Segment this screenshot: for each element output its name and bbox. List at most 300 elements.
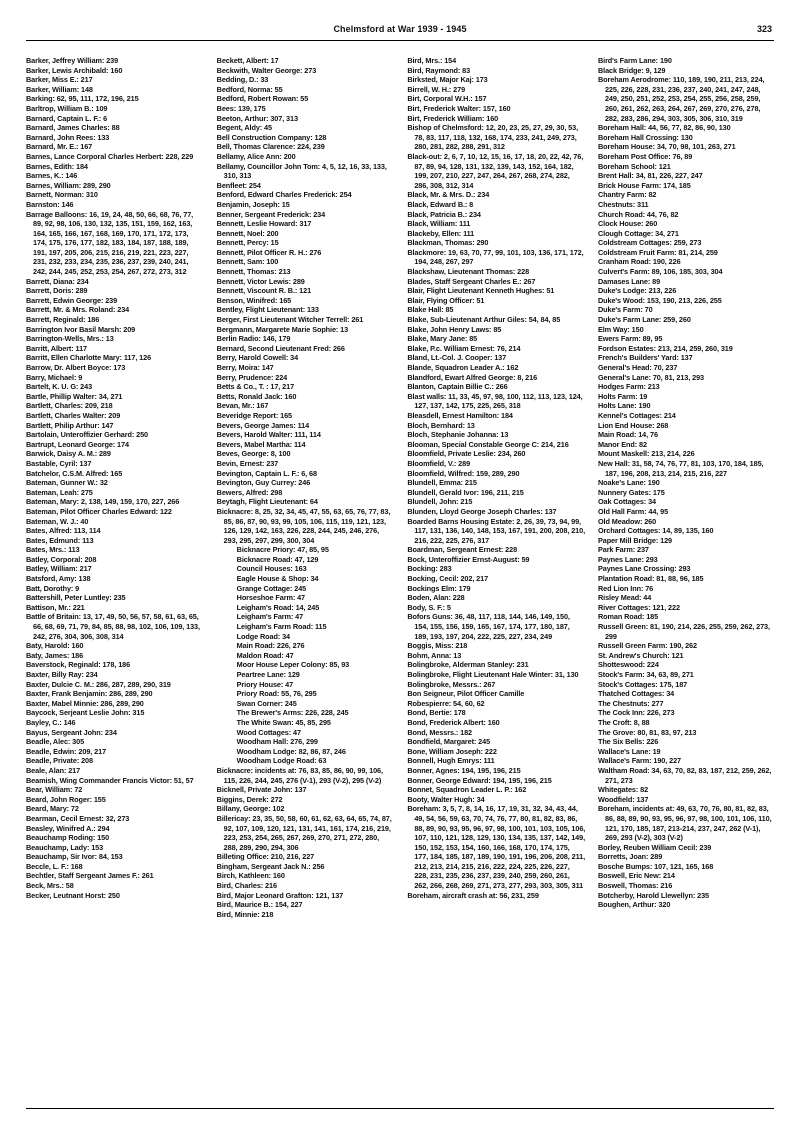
index-entry: Barnes, William: 289, 290 — [26, 180, 111, 190]
index-entry: Black, Edward B.: 8 — [407, 199, 474, 209]
index-subentry: Moor House Leper Colony: 85, 93 — [236, 660, 350, 670]
index-entry: Barnes, Edith: 184 — [26, 161, 88, 171]
index-entry: Robespierre: 54, 60, 62 — [407, 698, 485, 708]
index-entry: Damases Lane: 89 — [597, 276, 661, 286]
index-entry: Bloomfield, Wilfred: 159, 289, 290 — [407, 468, 520, 478]
index-entry: Bateman, Gunner W.: 32 — [26, 478, 108, 488]
index-entry: Bartlett, Charles Walter: 209 — [26, 410, 121, 420]
index-entry: Bevers, Mabel Martha: 114 — [216, 439, 306, 449]
index-entry: Bastable, Cyril: 137 — [26, 458, 92, 468]
index-entry: Bedding, D.: 33 — [216, 75, 269, 85]
header-rule — [26, 40, 774, 41]
index-entry: The Cock Inn: 226, 273 — [597, 708, 675, 718]
index-entry: Barnard, John Rees: 133 — [26, 132, 110, 142]
index-entry: Bates, Edmund: 113 — [26, 535, 94, 545]
index-entry: Baxter, Mabel Minnie: 286, 289, 290 — [26, 698, 144, 708]
index-entry: Barrett, Doris: 289 — [26, 286, 88, 296]
index-entry: Bland, Lt.-Col. J. Cooper: 137 — [407, 353, 507, 363]
index-entry: Chantry Farm: 82 — [597, 190, 657, 200]
index-entry: Boreham, aircraft crash at: 56, 231, 259 — [407, 890, 539, 900]
index-entry: Beauchamp, Lady: 153 — [26, 842, 104, 852]
index-entry: Barker, William: 148 — [26, 84, 93, 94]
index-entry: Boden, Alan: 228 — [407, 593, 465, 603]
index-entry: Battershill, Peter Luntley: 235 — [26, 593, 126, 603]
index-entry: St. Andrew's Church: 121 — [597, 650, 684, 660]
index-entry: Bennett, Leslie Howard: 317 — [216, 219, 312, 229]
index-entry: Bellamy, Councillor John Tom: 4, 5, 12, 16, 33, 133, 310, 313 — [216, 161, 387, 181]
index-entry: Bartrupt, Leonard George: 174 — [26, 439, 129, 449]
index-entry: Bennett, Noel: 200 — [216, 228, 279, 238]
index-subentry: Woodham Hall: 276, 299 — [236, 737, 318, 747]
index-entry: Elm Way: 150 — [597, 324, 644, 334]
index-entry: Blair, Flight Lieutenant Kenneth Hughes: 51 — [407, 286, 555, 296]
index-entry: Bofors Guns: 36, 48, 117, 118, 144, 146, 149, 150, 154, 155, 156, 159, 165, 167, 174, 177, 180, 187, 189, 193, 197, 204, 222, 225, 227, 234, 249 — [407, 612, 570, 641]
index-entry: Beale, Alan: 217 — [26, 765, 81, 775]
index-entry: Bartelt, K. U. G: 243 — [26, 382, 93, 392]
index-entry: Bolingbroke, Alderman Stanley: 231 — [407, 660, 529, 670]
index-entry: Bolingbroke, Messrs.: 267 — [407, 679, 496, 689]
index-subentry: Leigham's Farm: 47 — [236, 612, 304, 622]
index-entry: Bock, Unteroffizier Ernst-August: 59 — [407, 554, 530, 564]
index-entry: Berlin Radio: 146, 179 — [216, 334, 291, 344]
index-entry: Bateman, Mary: 2, 138, 149, 159, 170, 227, 266 — [26, 497, 180, 507]
index-entry: River Cottages: 121, 222 — [597, 602, 680, 612]
index-entry: Bird, Mrs.: 154 — [407, 56, 457, 65]
index-entry: Baxter, Billy Ray: 234 — [26, 670, 98, 679]
index-entry: Blake Hall: 85 — [407, 305, 454, 315]
index-entry: Batt, Dorothy: 9 — [26, 583, 80, 593]
index-entry: Bartlett, Philip Arthur: 147 — [26, 420, 114, 430]
index-entry: Old Meadow: 260 — [597, 516, 657, 526]
index-entry: Ewers Farm: 89, 95 — [597, 334, 663, 344]
index-entry: Becker, Leutnant Horst: 250 — [26, 890, 120, 900]
index-entry: Benfleet: 254 — [216, 180, 261, 190]
index-entry: Black, William: 111 — [407, 219, 471, 229]
index-entry: Waltham Road: 34, 63, 70, 82, 83, 187, 212, 259, 262, 271, 273 — [597, 765, 772, 785]
index-entry: Blackman, Thomas: 290 — [407, 238, 489, 248]
index-entry: Bayus, Sergeant John: 234 — [26, 727, 117, 737]
index-entry: Oak Cottages: 34 — [597, 497, 656, 507]
index-entry: Boreham Aerodrome: 110, 189, 190, 211, 213, 224, 225, 226, 228, 231, 236, 237, 240, 241, 247, 248, 249, 250, 251, 252, 253, 254, 255, 256, 258, 259, 260, 261, 262, 263, 264, 267, 269, 270, 276, 278, 282, 283, 286, 294, 303, 305, 306, 310, 319 — [597, 75, 765, 123]
index-entry: Mount Maskell: 213, 214, 226 — [597, 449, 695, 459]
index-subentry: Leigham's Road: 14, 245 — [236, 602, 320, 612]
index-entry: Bergmann, Margarete Marie Sophie: 13 — [216, 324, 349, 334]
index-entry: Coldstream Cottages: 259, 273 — [597, 238, 702, 248]
index-entry: Bohm, Anna: 13 — [407, 650, 462, 660]
index-entry: Boreham Hall Crossing: 130 — [597, 132, 693, 142]
index-entry: Bishop of Chelmsford: 12, 20, 23, 25, 27, 29, 30, 53, 78, 83, 117, 118, 132, 168, 174, 233, 241, 249, 273, 280, 281, 282, 288, 291, 312 — [407, 123, 579, 152]
index-entry: Barnes, K.: 146 — [26, 171, 78, 181]
index-column-3 — [407, 56, 585, 1106]
index-entry: Paper Mill Bridge: 129 — [597, 535, 673, 545]
index-entry: Chestnuts: 311 — [597, 199, 649, 209]
index-entry: Bird's Farm Lane: 190 — [597, 56, 672, 65]
index-entry: Kennel's Cottages: 214 — [597, 410, 676, 420]
index-entry: Birt, Frederick Walter: 157, 160 — [407, 103, 511, 113]
index-subentry: Priory Road: 55, 76, 295 — [236, 689, 317, 699]
index-subentry: Leigham's Farm Road: 115 — [236, 622, 327, 632]
index-entry: Baty, Harold: 160 — [26, 641, 84, 651]
index-columns — [26, 56, 776, 1106]
index-entry: Shotteswood: 224 — [597, 660, 659, 670]
index-entry: Bleasdell, Ernest Hamilton: 184 — [407, 410, 513, 420]
index-entry: Betts & Co., T. : 17, 217 — [216, 382, 295, 392]
index-entry: Thatched Cottages: 34 — [597, 689, 675, 699]
index-entry: Bonnell, Hugh Emrys: 111 — [407, 756, 495, 766]
index-entry: Duke's Lodge: 213, 226 — [597, 286, 677, 296]
index-entry: Bedford, Robert Rowan: 55 — [216, 94, 309, 104]
index-entry: Blake, John Henry Laws: 85 — [407, 324, 502, 334]
index-entry: Barnes, Lance Corporal Charles Herbert: 228, 229 — [26, 151, 194, 161]
index-entry: Black, Mr. & Mrs. D.: 234 — [407, 190, 490, 200]
index-subentry: Peartree Lane: 129 — [236, 670, 300, 679]
index-entry: Birksted, Major Kaj: 173 — [407, 75, 488, 85]
index-entry: Barnard, Mr. E.: 167 — [26, 142, 93, 152]
index-entry: Blackshaw, Lieutenant Thomas: 228 — [407, 267, 530, 277]
index-entry: Wallace's Lane: 19 — [597, 746, 661, 756]
index-entry: Battle of Britain: 13, 17, 49, 50, 56, 57, 58, 61, 63, 65, 66, 68, 69, 71, 79, 84, 85, 88, 98, 102, 106, 109, 133, 242, 276, 304, 306, 308, 314 — [26, 612, 200, 641]
index-entry: Bicknacre: incidents at: 76, 83, 85, 86, 90, 99, 106, 115, 226, 244, 245, 276 (V-1), 293 (V-2), 295 (V-2) — [216, 765, 383, 785]
index-entry: Bates, Mrs.: 113 — [26, 545, 80, 555]
index-entry: Black, Patricia B.: 234 — [407, 209, 481, 219]
index-entry: Barker, Jeffrey William: 239 — [26, 56, 119, 65]
index-entry: Old Hall Farm: 44, 95 — [597, 506, 669, 516]
index-entry: Barrett, Edwin George: 239 — [26, 295, 118, 305]
index-entry: Bateman, Pilot Officer Charles Edward: 122 — [26, 506, 172, 516]
index-entry: Bennett, Thomas: 213 — [216, 267, 291, 277]
index-entry: Boreham House: 34, 70, 98, 101, 263, 271 — [597, 142, 736, 152]
index-entry: Bateman, Leah: 275 — [26, 487, 93, 497]
index-entry: Bird, Maurice B.: 154, 227 — [216, 900, 303, 910]
index-entry: Bennett, Victor Lewis: 289 — [216, 276, 305, 286]
index-entry: Blake, Sub-Lieutenant Arthur Giles: 54, 84, 85 — [407, 315, 561, 325]
index-entry: Blades, Staff Sergeant Charles E.: 267 — [407, 276, 536, 286]
index-entry: Bondfield, Margaret: 245 — [407, 737, 491, 747]
index-entry: Culvert's Farm: 89, 106, 185, 303, 304 — [597, 267, 723, 277]
index-entry: Billany, George: 102 — [216, 804, 285, 814]
index-entry: Bennett, Percy: 15 — [216, 238, 279, 248]
index-entry: Plantation Road: 81, 88, 96, 185 — [597, 574, 704, 584]
index-entry: Barrage Balloons: 16, 19, 24, 48, 50, 66, 68, 76, 77, 89, 92, 98, 106, 130, 132, 135, 151, 159, 162, 163, 164, 165, 166, 167, 168, 169, 170, 171, 172, 173, 174, 175, 176, 177, 182, 183, 184, 187, 188, 189, 191, 197, 205, 206, 215, 216, 219, 221, 223, 227, 231, 232, 233, 234, 235, 236, 237, 239, 240, 241, 242, 244, 245, 252, 253, 254, 267, 272, 273, 312 — [26, 209, 194, 277]
index-entry: Red Lion Inn: 76 — [597, 583, 654, 593]
index-entry: Booty, Walter Hugh: 34 — [407, 794, 485, 804]
index-entry: Cranham Road: 190, 226 — [597, 257, 681, 267]
index-entry: Beck, Mrs.: 58 — [26, 881, 74, 891]
index-entry: Bone, William Joseph: 222 — [407, 746, 497, 756]
index-entry: Barrett, Reginald: 186 — [26, 315, 100, 325]
index-entry: Blair, Flying Officer: 51 — [407, 295, 485, 305]
index-entry: Bird, Major Leonard Grafton: 121, 137 — [216, 890, 344, 900]
index-entry: Bockings Elm: 179 — [407, 583, 471, 593]
index-entry: Barnard, Captain L. F.: 6 — [26, 113, 108, 123]
index-entry: Barritt, Ellen Charlotte Mary: 117, 126 — [26, 353, 152, 363]
index-entry: Benner, Sergeant Frederick: 234 — [216, 209, 326, 219]
index-entry: Wallace's Farm: 190, 227 — [597, 756, 681, 766]
index-entry: Birt, Corporal W.H.: 157 — [407, 94, 487, 104]
index-entry: Brent Hall: 34, 81, 226, 227, 247 — [597, 171, 703, 181]
index-entry: Bonner, Agnes: 194, 195, 196, 215 — [407, 765, 521, 775]
index-entry: Benford, Edward Charles Frederick: 254 — [216, 190, 352, 200]
index-entry: Blast walls: 11, 33, 45, 97, 98, 100, 112, 113, 123, 124, 127, 137, 142, 175, 225, 265, 318 — [407, 391, 583, 411]
index-entry: Coldstream Fruit Farm: 81, 214, 259 — [597, 247, 718, 257]
index-entry: Bicknell, Private John: 137 — [216, 785, 307, 795]
index-entry: Bartlett, Charles: 209, 218 — [26, 401, 113, 411]
index-entry: New Hall: 31, 58, 74, 76, 77, 81, 103, 170, 184, 185, 187, 196, 208, 213, 214, 215, 216, 227 — [597, 458, 764, 478]
index-subentry: Priory House: 47 — [236, 679, 294, 689]
index-entry: Bell Construction Company: 128 — [216, 132, 327, 142]
index-entry: Bloomfield, V.: 289 — [407, 458, 471, 468]
index-entry: Berry, Prudence: 224 — [216, 372, 288, 382]
index-entry: Beckwith, Walter George: 273 — [216, 65, 317, 75]
index-entry: Manor End: 82 — [597, 439, 647, 449]
index-entry: Bird, Raymond: 83 — [407, 65, 471, 75]
index-entry: Park Farm: 237 — [597, 545, 649, 555]
index-subentry: Eagle House & Shop: 34 — [236, 574, 319, 584]
index-entry: Biggins, Derek: 272 — [216, 794, 283, 804]
index-entry: Barrow, Dr. Albert Boyce: 173 — [26, 363, 126, 372]
index-entry: Bayley, C.: 146 — [26, 717, 76, 727]
index-entry: Blackmore: 19, 63, 70, 77, 99, 101, 103, 136, 171, 172, 194, 248, 267, 297 — [407, 247, 584, 267]
index-entry: Bosche Bumps: 107, 121, 165, 168 — [597, 861, 714, 871]
index-entry: Boarded Barns Housing Estate: 2, 26, 39, 73, 94, 99, 117, 131, 136, 140, 148, 153, 167, 191, 200, 208, 210, 216, 222, 225, 276, 317 — [407, 516, 586, 545]
index-entry: Betts, Ronald Jack: 160 — [216, 391, 297, 401]
index-entry: Clough Cottage: 34, 271 — [597, 228, 679, 238]
index-entry: Beytagh, Flight Lieutenant: 64 — [216, 497, 318, 507]
index-entry: French's Builders' Yard: 137 — [597, 353, 693, 363]
index-entry: Beadle, Edwin: 209, 217 — [26, 746, 107, 756]
index-entry: Barltrop, William B.: 109 — [26, 103, 108, 113]
index-entry: The Croft: 8, 88 — [597, 717, 650, 727]
index-entry: Boreham School: 121 — [597, 161, 671, 171]
index-entry: Blake, P.c. William Ernest: 76, 214 — [407, 343, 521, 353]
index-entry: Bevers, Harold Walter: 111, 114 — [216, 430, 321, 440]
index-entry: Birt, Frederick William: 160 — [407, 113, 499, 123]
index-entry: Bear, William: 72 — [26, 785, 83, 795]
index-entry: Battison, Mr.: 221 — [26, 602, 85, 612]
index-entry: Beauchamp Roding: 150 — [26, 833, 110, 843]
index-entry: Bates, Alfred: 113, 114 — [26, 526, 101, 536]
index-subentry: Lodge Road: 34 — [236, 631, 290, 641]
index-entry: Bond, Messrs.: 182 — [407, 727, 473, 737]
page-header — [26, 24, 774, 38]
index-subentry: Woodham Lodge: 82, 86, 87, 246 — [236, 746, 346, 756]
index-entry: Batsford, Amy: 138 — [26, 574, 91, 584]
index-entry: Black-out: 2, 6, 7, 10, 12, 15, 16, 17, 18, 20, 22, 42, 76, 87, 89, 94, 128, 131, 132, 139, 143, 152, 164, 182, 199, 207, 210, 227, 247, 264, 267, 268, 274, 282, 286, 308, 312, 314 — [407, 151, 584, 190]
index-entry: Lion End House: 268 — [597, 420, 669, 430]
index-entry: Blundell, Emma: 215 — [407, 478, 477, 488]
index-entry: Bloch, Bernhard: 13 — [407, 420, 475, 430]
index-entry: Paynes Lane: 293 — [597, 554, 658, 564]
index-subentry: Maldon Road: 47 — [236, 650, 294, 660]
index-entry: Bird, Minnie: 218 — [216, 909, 274, 919]
index-subentry: Bicknacre Road: 47, 129 — [236, 554, 319, 564]
index-entry: Bocking: 283 — [407, 564, 452, 574]
page-number: 323 — [756, 24, 772, 34]
index-entry: Benson, Winifred: 165 — [216, 295, 292, 305]
index-entry: Barrington-Wells, Mrs.: 13 — [26, 334, 114, 344]
index-entry: Begent, Aldy: 45 — [216, 123, 272, 133]
index-entry: Barritt, Albert: 117 — [26, 343, 87, 353]
index-entry: Beckett, Albert: 17 — [216, 56, 279, 65]
index-entry: Baty, James: 186 — [26, 650, 84, 660]
index-entry: Bonner, George Edward: 194, 195, 196, 215 — [407, 775, 552, 785]
index-entry: Bird, Charles: 216 — [216, 881, 277, 891]
index-subentry: Council Houses: 163 — [236, 564, 307, 574]
index-entry: Blundell, John: 215 — [407, 497, 473, 507]
index-entry: Black Bridge: 9, 129 — [597, 65, 666, 75]
index-entry: Blooman, Special Constable George C: 214, 216 — [407, 439, 569, 449]
index-entry: The Chestnuts: 277 — [597, 698, 664, 708]
index-entry: Bees: 139, 175 — [216, 103, 266, 113]
index-entry: Blandford, Ewart Alfred George: 8, 216 — [407, 372, 538, 382]
index-entry: Boreham Hall: 44, 56, 77, 82, 86, 90, 130 — [597, 123, 731, 133]
index-entry: Batley, William: 217 — [26, 564, 92, 574]
index-subentry: Wood Cottages: 47 — [236, 727, 301, 737]
index-entry: Barker, Miss E.: 217 — [26, 75, 93, 85]
index-entry: Beard, Mary: 72 — [26, 804, 79, 814]
index-entry: Duke's Farm Lane: 259, 260 — [597, 315, 691, 325]
index-entry: Boardman, Sergeant Ernest: 228 — [407, 545, 518, 555]
index-entry: Barrington Ivor Basil Marsh: 209 — [26, 324, 136, 334]
index-column-1 — [26, 56, 204, 1106]
index-entry: Noake's Lane: 190 — [597, 478, 660, 488]
index-entry: Batley, Corporal: 208 — [26, 554, 97, 564]
index-entry: Beamish, Wing Commander Francis Victor: 51, 57 — [26, 775, 194, 785]
index-entry: Boswell, Eric New: 214 — [597, 871, 675, 881]
index-entry: Bennett, Pilot Officer R. H.: 276 — [216, 247, 322, 257]
index-entry: Nunnery Gates: 175 — [597, 487, 665, 497]
index-entry: Bewers, Alfred: 298 — [216, 487, 283, 497]
index-entry: Russell Green Farm: 190, 262 — [597, 641, 697, 651]
index-entry: Blande, Squadron Leader A.: 162 — [407, 363, 519, 372]
index-entry: Berger, First Lieutenant Witcher Terrell: 261 — [216, 315, 364, 325]
index-entry: Bernard, Second Lieutenant Fred: 266 — [216, 343, 345, 353]
index-entry: Bateman, W. J.: 40 — [26, 516, 89, 526]
index-entry: Bocking, Cecil: 202, 217 — [407, 574, 489, 584]
index-entry: Barrett, Mr. & Mrs. Roland: 234 — [26, 305, 130, 315]
index-entry: Body, S. F.: 5 — [407, 602, 451, 612]
index-entry: Bon Seigneur, Pilot Officer Camille — [407, 689, 525, 699]
index-entry: Benjamin, Joseph: 15 — [216, 199, 290, 209]
index-entry: Holts Farm: 19 — [597, 391, 648, 401]
index-entry: Bennett, Viscount R. B.: 121 — [216, 286, 312, 296]
index-entry: Berry, Harold Cowell: 34 — [216, 353, 299, 363]
index-entry: Blundell, Gerald Ivor: 196, 211, 215 — [407, 487, 524, 497]
index-entry: Beard, John Roger: 155 — [26, 794, 106, 804]
index-entry: Bedford, Norma: 55 — [216, 84, 283, 94]
index-entry: Boughen, Arthur: 320 — [597, 900, 671, 910]
index-entry: Beveridge Report: 165 — [216, 410, 293, 420]
index-entry: Bevington, Guy Currey: 246 — [216, 478, 311, 488]
index-entry: Barnett, Norman: 310 — [26, 190, 98, 200]
index-entry: Borretts, Joan: 289 — [597, 852, 663, 862]
index-entry: Bartolain, Unteroffizier Gerhard: 250 — [26, 430, 148, 440]
index-entry: Beccle, L. F.: 168 — [26, 861, 83, 871]
index-entry: Paynes Lane Crossing: 293 — [597, 564, 691, 574]
index-entry: Woodfield: 137 — [597, 794, 649, 804]
index-entry: Clock House: 260 — [597, 219, 658, 229]
index-entry: Borley, Reuben William Cecil: 239 — [597, 842, 712, 852]
index-subentry: Grange Cottage: 245 — [236, 583, 307, 593]
index-entry: Boswell, Thomas: 216 — [597, 881, 673, 891]
footer-rule — [26, 1108, 774, 1109]
index-entry: General's Head: 70, 237 — [597, 363, 678, 372]
index-entry: Bond, Frederick Albert: 160 — [407, 717, 500, 727]
index-entry: Barnston: 146 — [26, 199, 74, 209]
index-entry: Holts Lane: 190 — [597, 401, 651, 411]
index-entry: Bartle, Phillip Walter: 34, 271 — [26, 391, 123, 401]
index-entry: Hodges Farm: 213 — [597, 382, 660, 392]
index-entry: Beadle, Alec: 305 — [26, 737, 85, 747]
index-entry: Whitegates: 82 — [597, 785, 649, 795]
index-entry: Botcherby, Harold Llewellyn: 235 — [597, 890, 709, 900]
index-entry: Beadle, Private: 208 — [26, 756, 93, 766]
index-entry: Bonnet, Squadron Leader L. P.: 162 — [407, 785, 527, 795]
index-column-4 — [598, 56, 776, 1106]
index-entry: The Six Bells: 226 — [597, 737, 659, 747]
index-subentry: The Brewer's Arms: 226, 228, 245 — [236, 708, 349, 718]
index-entry: Bicknacre: 8, 25, 32, 34, 45, 47, 55, 63, 65, 76, 77, 83, 85, 86, 87, 90, 93, 99, 105, 106, 115, 119, 121, 123, 126, 129, 142, 163, 226, 228, 244, 245, 246, 276, 293, 295, 297, 299, 300, 304 — [216, 506, 391, 545]
index-entry: Beasley, Winifred A.: 294 — [26, 823, 110, 833]
index-entry: Billericay: 23, 35, 50, 58, 60, 61, 62, 63, 64, 65, 74, 87, 92, 107, 109, 120, 121, 131, 141, 161, 174, 216, 219, 223, 253, 254, 265, 267, 269, 270, 271, 272, 280, 288, 289, 290, 294, 306 — [216, 813, 392, 852]
index-entry: Bellamy, Alice Ann: 200 — [216, 151, 296, 161]
index-entry: Bevin, Ernest: 237 — [216, 458, 279, 468]
index-subentry: Woodham Lodge Road: 63 — [236, 756, 327, 766]
index-entry: Boreham Post Office: 76, 89 — [597, 151, 693, 161]
index-entry: Bond, Bertie: 178 — [407, 708, 466, 718]
index-entry: Bennett, Sam: 100 — [216, 257, 279, 267]
index-entry: Boggis, Miss: 218 — [407, 641, 468, 651]
index-entry: Birch, Kathleen: 160 — [216, 871, 285, 881]
index-entry: Bell, Thomas Clarence: 224, 239 — [216, 142, 325, 152]
index-entry: Bevan, Mr.: 167 — [216, 401, 269, 411]
index-entry: Risley Mead: 44 — [597, 593, 652, 603]
index-entry: Berry, Moira: 147 — [216, 363, 274, 372]
index-subentry: Bicknacre Priory: 47, 85, 95 — [236, 545, 329, 555]
index-entry: Bentley, Flight Lieutenant: 133 — [216, 305, 319, 315]
index-entry: Bechtler, Staff Sergeant James F.: 261 — [26, 871, 154, 881]
index-entry: Bevers, George James: 114 — [216, 420, 310, 430]
index-entry: Barrett, Diana: 234 — [26, 276, 89, 286]
index-entry: Bearman, Cecil Ernest: 32, 273 — [26, 813, 130, 823]
index-entry: Blanton, Captain Billie C.: 266 — [407, 382, 508, 392]
index-entry: Barker, Lewis Archibald: 160 — [26, 65, 123, 75]
index-entry: General's Lane: 70, 81, 213, 293 — [597, 372, 704, 382]
index-entry: Barwick, Daisy A. M.: 289 — [26, 449, 111, 459]
index-entry: Main Road: 14, 76 — [597, 430, 658, 440]
index-entry: Boreham: 3, 5, 7, 8, 14, 16, 17, 19, 31, 32, 34, 43, 44, 49, 54, 56, 59, 63, 70, 74, 76, 77, 80, 81, 82, 83, 86, 88, 89, 90, 93, 95, 96, 97, 98, 100, 101, 103, 105, 106, 107, 110, 121, 128, 129, 130, 134, 135, 137, 142, 149, 150, 152, 153, 154, 160, 166, 168, 170, 174, 175, 177, 184, 185, 187, 189, 190, 191, 196, 206, 208, 211, 212, 213, 214, 215, 216, 222, 224, 225, 226, 227, 228, 231, 235, 236, 237, 239, 240, 259, 260, 261, 262, 266, 268, 269, 271, 273, 277, 293, 303, 305, 311 — [407, 804, 586, 891]
running-title: Chelmsford at War 1939 - 1945 — [333, 24, 467, 34]
index-entry: Baycock, Serjeant Leslie John: 315 — [26, 708, 145, 718]
index-entry: Fordson Estates: 213, 214, 259, 260, 319 — [597, 343, 733, 353]
index-entry: Duke's Farm: 70 — [597, 305, 653, 315]
index-entry: Bloch, Stephanie Johanna: 13 — [407, 430, 509, 440]
index-entry: Baxter, Frank Benjamin: 286, 289, 290 — [26, 689, 153, 699]
index-entry: Stock's Farm: 34, 63, 89, 271 — [597, 670, 694, 679]
index-entry: Baxter, Dulcie C. M.: 286, 287, 289, 290, 319 — [26, 679, 171, 689]
index-entry: Bolingbroke, Flight Lieutenant Hale Winter: 31, 130 — [407, 670, 579, 679]
index-entry: Orchard Cottages: 14, 89, 135, 160 — [597, 526, 714, 536]
index-entry: Stock's Cottages: 175, 187 — [597, 679, 688, 689]
index-entry: The Grove: 80, 81, 83, 97, 213 — [597, 727, 697, 737]
index-subentry: Horseshoe Farm: 47 — [236, 593, 306, 603]
index-entry: Roman Road: 185 — [597, 612, 659, 622]
index-entry: Blake, Mary Jane: 85 — [407, 334, 478, 344]
index-entry: Billeting Office: 210, 216, 227 — [216, 852, 315, 862]
index-entry: Baverstock, Reginald: 178, 186 — [26, 660, 131, 670]
index-subentry: The White Swan: 45, 85, 295 — [236, 717, 331, 727]
index-entry: Brick House Farm: 174, 185 — [597, 180, 691, 190]
